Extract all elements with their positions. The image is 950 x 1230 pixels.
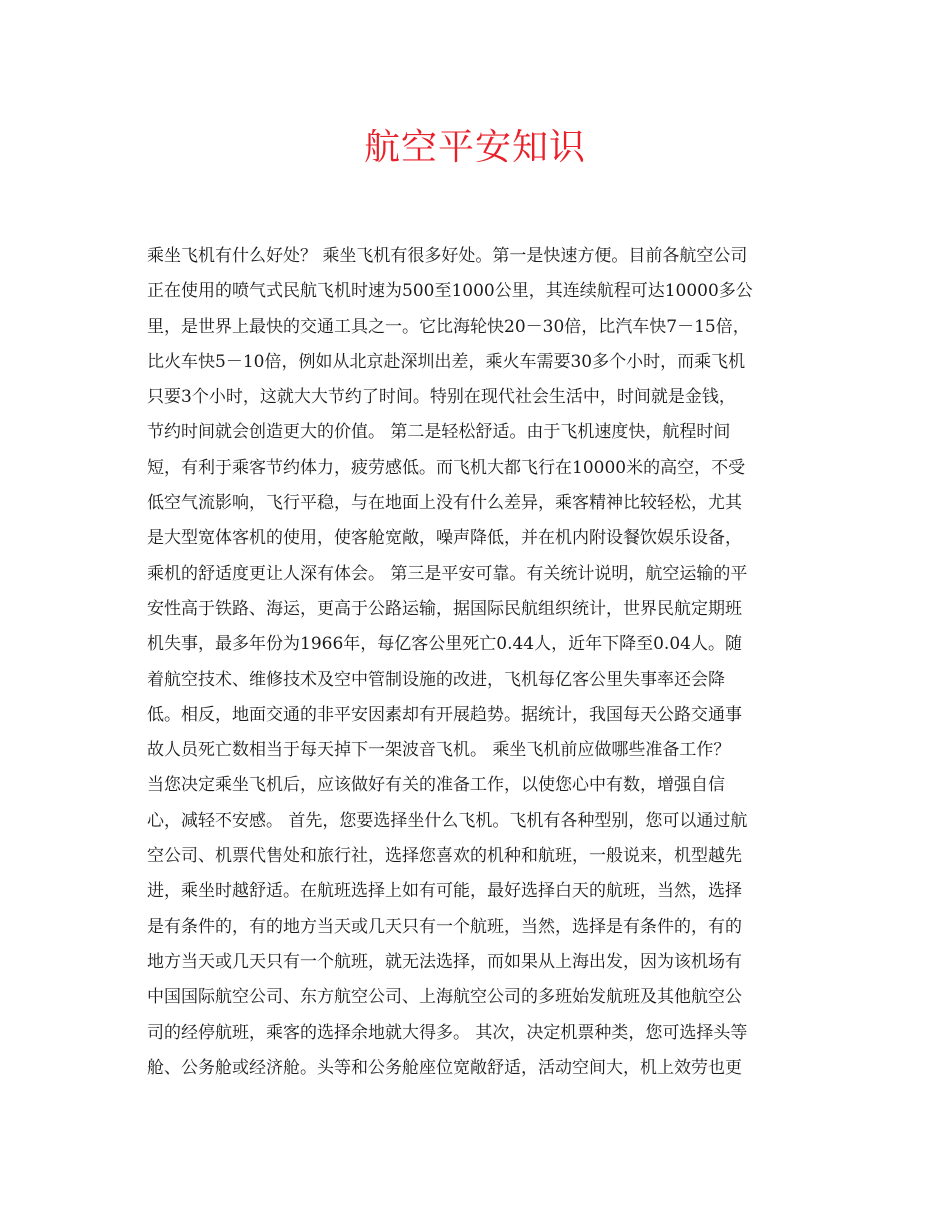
text-line: 心，减轻不安感。 首先，您要选择坐什么飞机。飞机有各种型别，您可以通过航 — [147, 810, 748, 831]
text-line: 低。相反，地面交通的非平安因素却有开展趋势。据统计，我国每天公路交通事 — [147, 704, 742, 725]
text-line: 进，乘坐时越舒适。在航班选择上如有可能，最好选择白天的航班，当然，选择 — [147, 881, 742, 902]
text-line: 只要3个小时，这就大大节约了时间。特别在现代社会生活中，时间就是金钱， — [147, 387, 736, 408]
text-line: 节约时间就会创造更大的价值。 第二是轻松舒适。由于飞机速度快，航程时间 — [147, 422, 731, 443]
text-line: 低空气流影响，飞行平稳，与在地面上没有什么差异，乘客精神比较轻松，尤其 — [147, 493, 742, 514]
text-line: 当您决定乘坐飞机后，应该做好有关的准备工作，以使您心中有数，增强自信 — [147, 775, 725, 796]
text-line: 故人员死亡数相当于每天掉下一架波音飞机。 乘坐飞机前应做哪些准备工作？ — [147, 740, 731, 761]
text-line: 是大型宽体客机的使用，使客舱宽敞，噪声降低，并在机内附设餐饮娱乐设备， — [147, 528, 742, 549]
text-line: 空公司、机票代售处和旅行社，选择您喜欢的机种和航班，一般说来，机型越先 — [147, 846, 742, 867]
body-paragraph — [147, 239, 812, 1086]
text-line: 着航空技术、维修技术及空中管制设施的改进，飞机每亿客公里失事率还会降 — [147, 669, 725, 690]
text-line: 司的经停航班，乘客的选择余地就大得多。 其次，决定机票种类，您可选择头等 — [147, 1022, 748, 1043]
text-line: 比火车快5－10倍，例如从北京赴深圳出差，乘火车需要30多个小时，而乘飞机 — [147, 351, 746, 372]
text-line: 地方当天或几天只有一个航班，就无法选择，而如果从上海出发，因为该机场有 — [147, 951, 742, 972]
text-line: 中国国际航空公司、东方航空公司、上海航空公司的多班始发航班及其他航空公 — [147, 987, 742, 1008]
text-line: 乘坐飞机有什么好处？ 乘坐飞机有很多好处。第一是快速方便。目前各航空公司 — [147, 246, 748, 266]
text-line: 短，有利于乘客节约体力，疲劳感低。而飞机大都飞行在10000米的高空，不受 — [147, 457, 746, 478]
text-line: 正在使用的喷气式民航飞机时速为500至1000公里，其连续航程可达10000多公 — [147, 281, 753, 302]
text-line: 乘机的舒适度更让人深有体会。 第三是平安可靠。有关统计说明，航空运输的平 — [147, 563, 748, 584]
text-line: 机失事，最多年份为1966年，每亿客公里死亡0.44人，近年下降至0.04人。随 — [147, 634, 742, 655]
text-line: 是有条件的，有的地方当天或几天只有一个航班，当然，选择是有条件的，有的 — [147, 916, 742, 937]
page-title: 航空平安知识 — [363, 127, 586, 168]
text-line: 舱、公务舱或经济舱。头等和公务舱座位宽敞舒适，活动空间大，机上效劳也更 — [147, 1057, 742, 1078]
text-line: 安性高于铁路、海运，更高于公路运输，据国际民航组织统计，世界民航定期班 — [147, 598, 742, 619]
text-line: 里，是世界上最快的交通工具之一。它比海轮快20－30倍，比汽车快7－15倍， — [147, 316, 750, 337]
